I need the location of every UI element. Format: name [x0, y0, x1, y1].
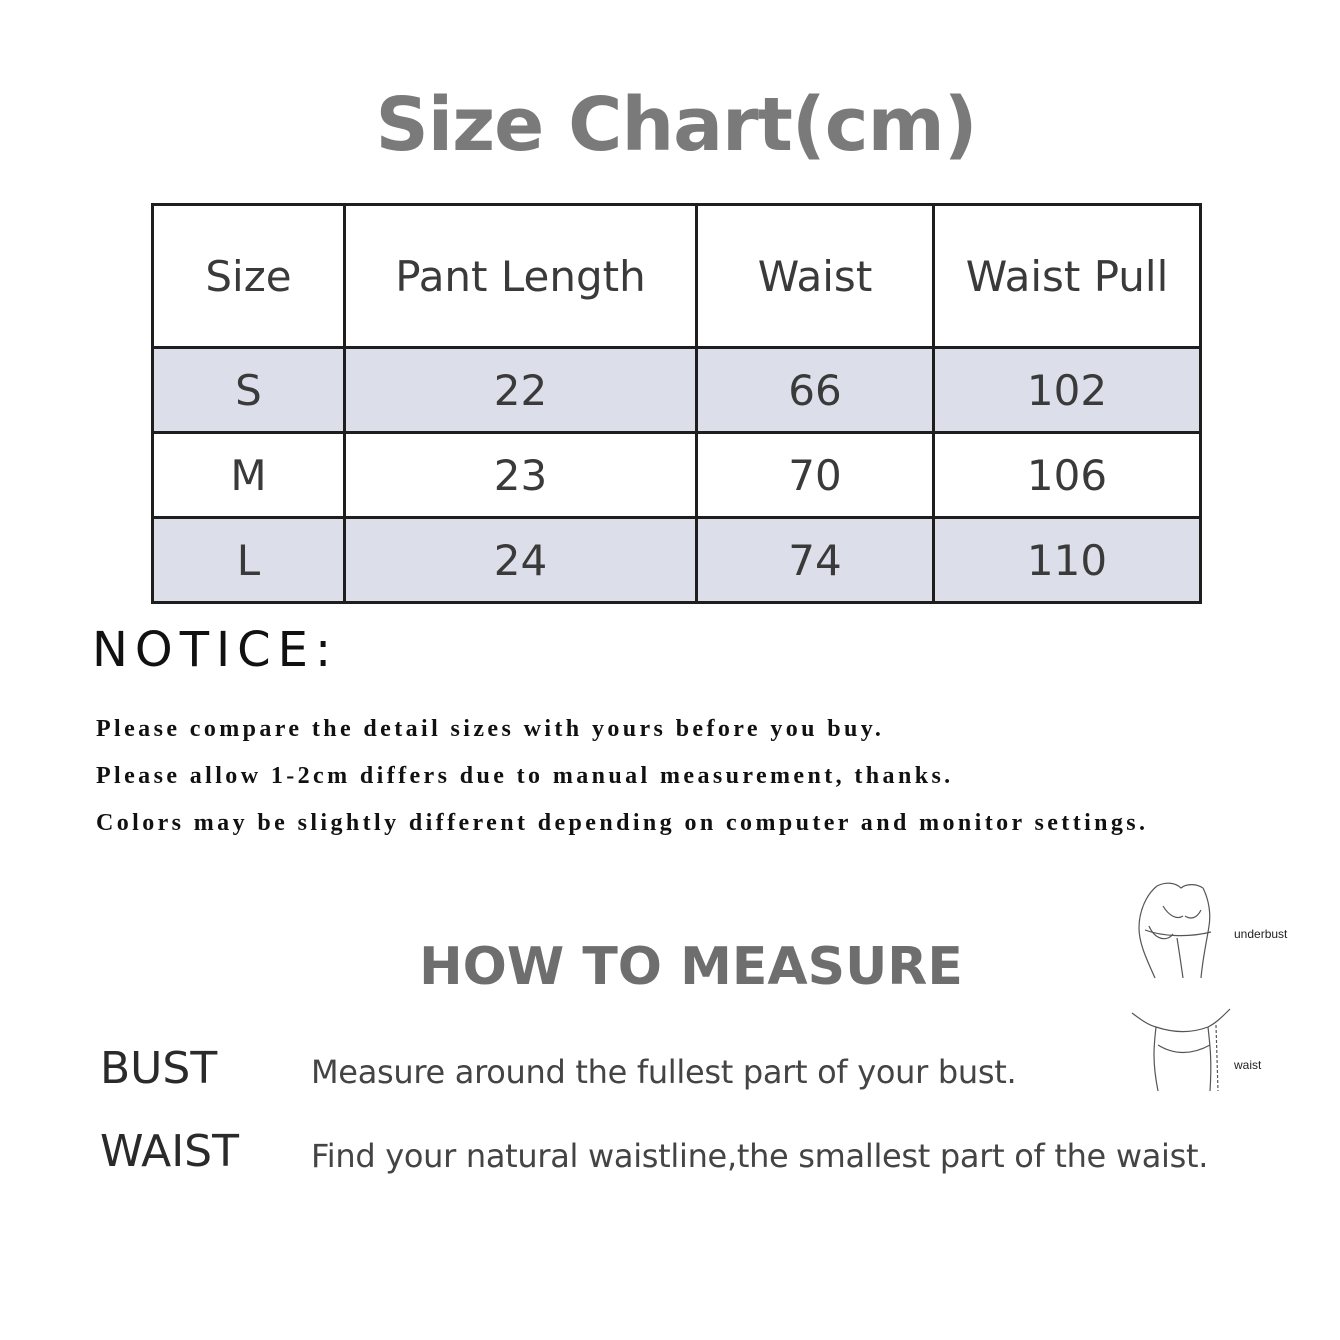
cell-pant-length: 22 — [345, 348, 697, 433]
cell-waist: 70 — [697, 433, 934, 518]
table-row — [153, 518, 1201, 603]
size-chart-table — [151, 203, 1202, 604]
underbust-figure-icon — [1135, 880, 1230, 980]
table-header-row — [153, 205, 1201, 348]
waist-figure-icon — [1130, 1005, 1232, 1093]
cell-waist-pull: 102 — [934, 348, 1201, 433]
notice-line: Please allow 1-2cm differs due to manual measurement, thanks. — [96, 763, 954, 789]
cell-waist: 66 — [697, 348, 934, 433]
cell-waist-pull: 106 — [934, 433, 1201, 518]
waist-figure-label: waist — [1234, 1058, 1262, 1072]
notice-line: Please compare the detail sizes with yours before you buy. — [96, 716, 885, 742]
header-waist-pull: Waist Pull — [934, 205, 1201, 348]
cell-waist-pull: 110 — [934, 518, 1201, 603]
notice-heading: NOTICE: — [92, 622, 339, 678]
cell-pant-length: 24 — [345, 518, 697, 603]
cell-waist: 74 — [697, 518, 934, 603]
cell-size: L — [153, 518, 345, 603]
waist-label: WAIST — [100, 1126, 239, 1177]
header-waist: Waist — [697, 205, 934, 348]
notice-line: Colors may be slightly different depending on computer and monitor settings. — [96, 810, 1149, 836]
cell-size: M — [153, 433, 345, 518]
header-pant-length: Pant Length — [345, 205, 697, 348]
table-row — [153, 433, 1201, 518]
underbust-label: underbust — [1234, 927, 1288, 941]
how-to-measure-title: HOW TO MEASURE — [419, 937, 963, 997]
waist-description: Find your natural waistline,the smallest part of the waist. — [311, 1137, 1209, 1175]
bust-description: Measure around the fullest part of your bust. — [311, 1053, 1017, 1091]
page-title: Size Chart(cm) — [375, 82, 977, 168]
table-row — [153, 348, 1201, 433]
cell-size: S — [153, 348, 345, 433]
header-size: Size — [153, 205, 345, 348]
cell-pant-length: 23 — [345, 433, 697, 518]
bust-label: BUST — [100, 1043, 218, 1094]
